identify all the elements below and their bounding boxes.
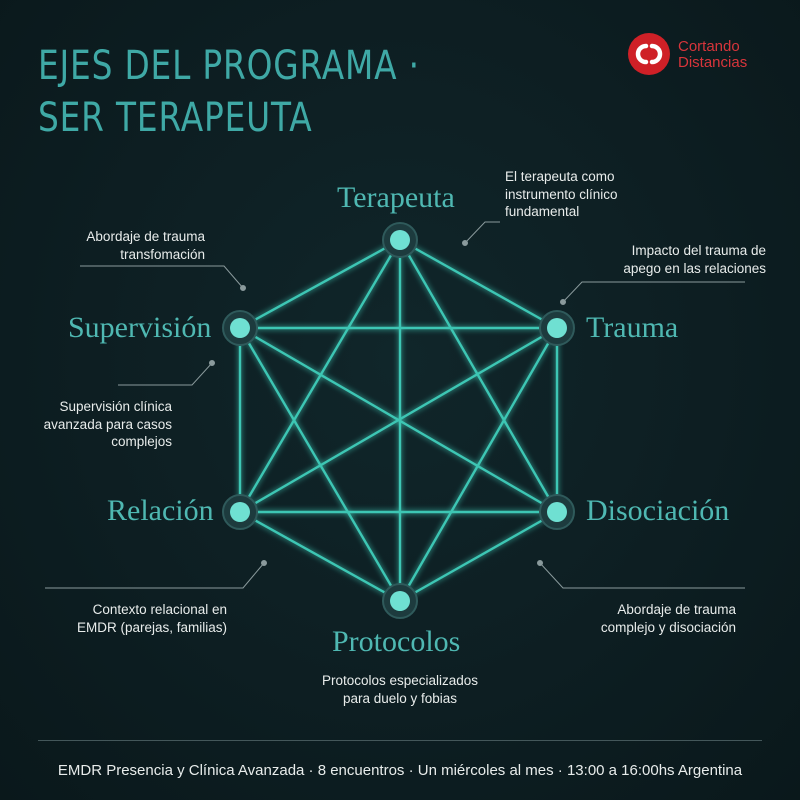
leader-disociacion: [540, 563, 745, 588]
footer-info: EMDR Presencia y Clínica Avanzada · 8 encuentros · Un miércoles al mes · 13:00 a 16:00hs Argentina: [57, 762, 743, 779]
leader-trauma: [563, 282, 745, 302]
node-supervision: [223, 311, 257, 345]
edge-trauma-protocolos: [400, 328, 557, 601]
note-trauma: Impacto del trauma de apego en las relaciones: [623, 243, 766, 276]
node-label-terapeuta: Terapeuta: [337, 181, 455, 214]
leader-transformacion-dot: [241, 286, 246, 291]
edge-terapeuta-supervision: [240, 240, 400, 328]
edge-disociacion-protocolos: [400, 512, 557, 601]
logo-line-1: Cortando: [678, 38, 740, 55]
note-relacion: Contexto relacional en EMDR (parejas, familias): [76, 602, 227, 635]
leader-trauma-dot: [561, 300, 566, 305]
node-protocolos: [383, 584, 417, 618]
edge-terapeuta-disociacion: [400, 240, 557, 512]
note-transformacion: Abordaje de trauma transfomación: [86, 229, 205, 262]
edge-protocolos-relacion: [240, 512, 400, 601]
node-label-supervision: Supervisión: [68, 311, 212, 344]
node-label-trauma: Trauma: [586, 311, 679, 344]
edge-terapeuta-relacion: [240, 240, 400, 512]
leader-terapeuta: [465, 222, 500, 243]
node-relacion: [223, 495, 257, 529]
node-disociacion: [540, 495, 574, 529]
node-trauma: [540, 311, 574, 345]
leader-relacion-dot: [262, 561, 267, 566]
node-label-relacion: Relación: [107, 494, 214, 527]
node-label-disociacion: Disociación: [586, 494, 730, 527]
note-supervision: Supervisión clínica avanzada para casos complejos: [43, 399, 172, 449]
leader-supervision: [118, 363, 212, 385]
leader-transformacion: [80, 266, 243, 288]
edge-terapeuta-trauma: [400, 240, 557, 328]
node-terapeuta: [383, 223, 417, 257]
note-terapeuta: El terapeuta como instrumento clínico fundamental: [505, 169, 618, 219]
leader-relacion: [45, 563, 264, 588]
note-disociacion: Abordaje de trauma complejo y disociación: [600, 602, 736, 635]
leader-terapeuta-dot: [463, 241, 468, 246]
leader-supervision-dot: [210, 361, 215, 366]
title-line-1: EJES DEL PROGRAMA ·: [38, 43, 420, 89]
note-protocolos: Protocolos especializados para duelo y fobias: [321, 673, 479, 706]
leader-disociacion-dot: [538, 561, 543, 566]
title-line-2: SER TERAPEUTA: [38, 95, 313, 141]
network-edges: [240, 240, 557, 601]
footer-divider: [38, 740, 762, 741]
node-label-protocolos: Protocolos: [332, 625, 461, 658]
logo-line-2: Distancias: [678, 54, 748, 71]
